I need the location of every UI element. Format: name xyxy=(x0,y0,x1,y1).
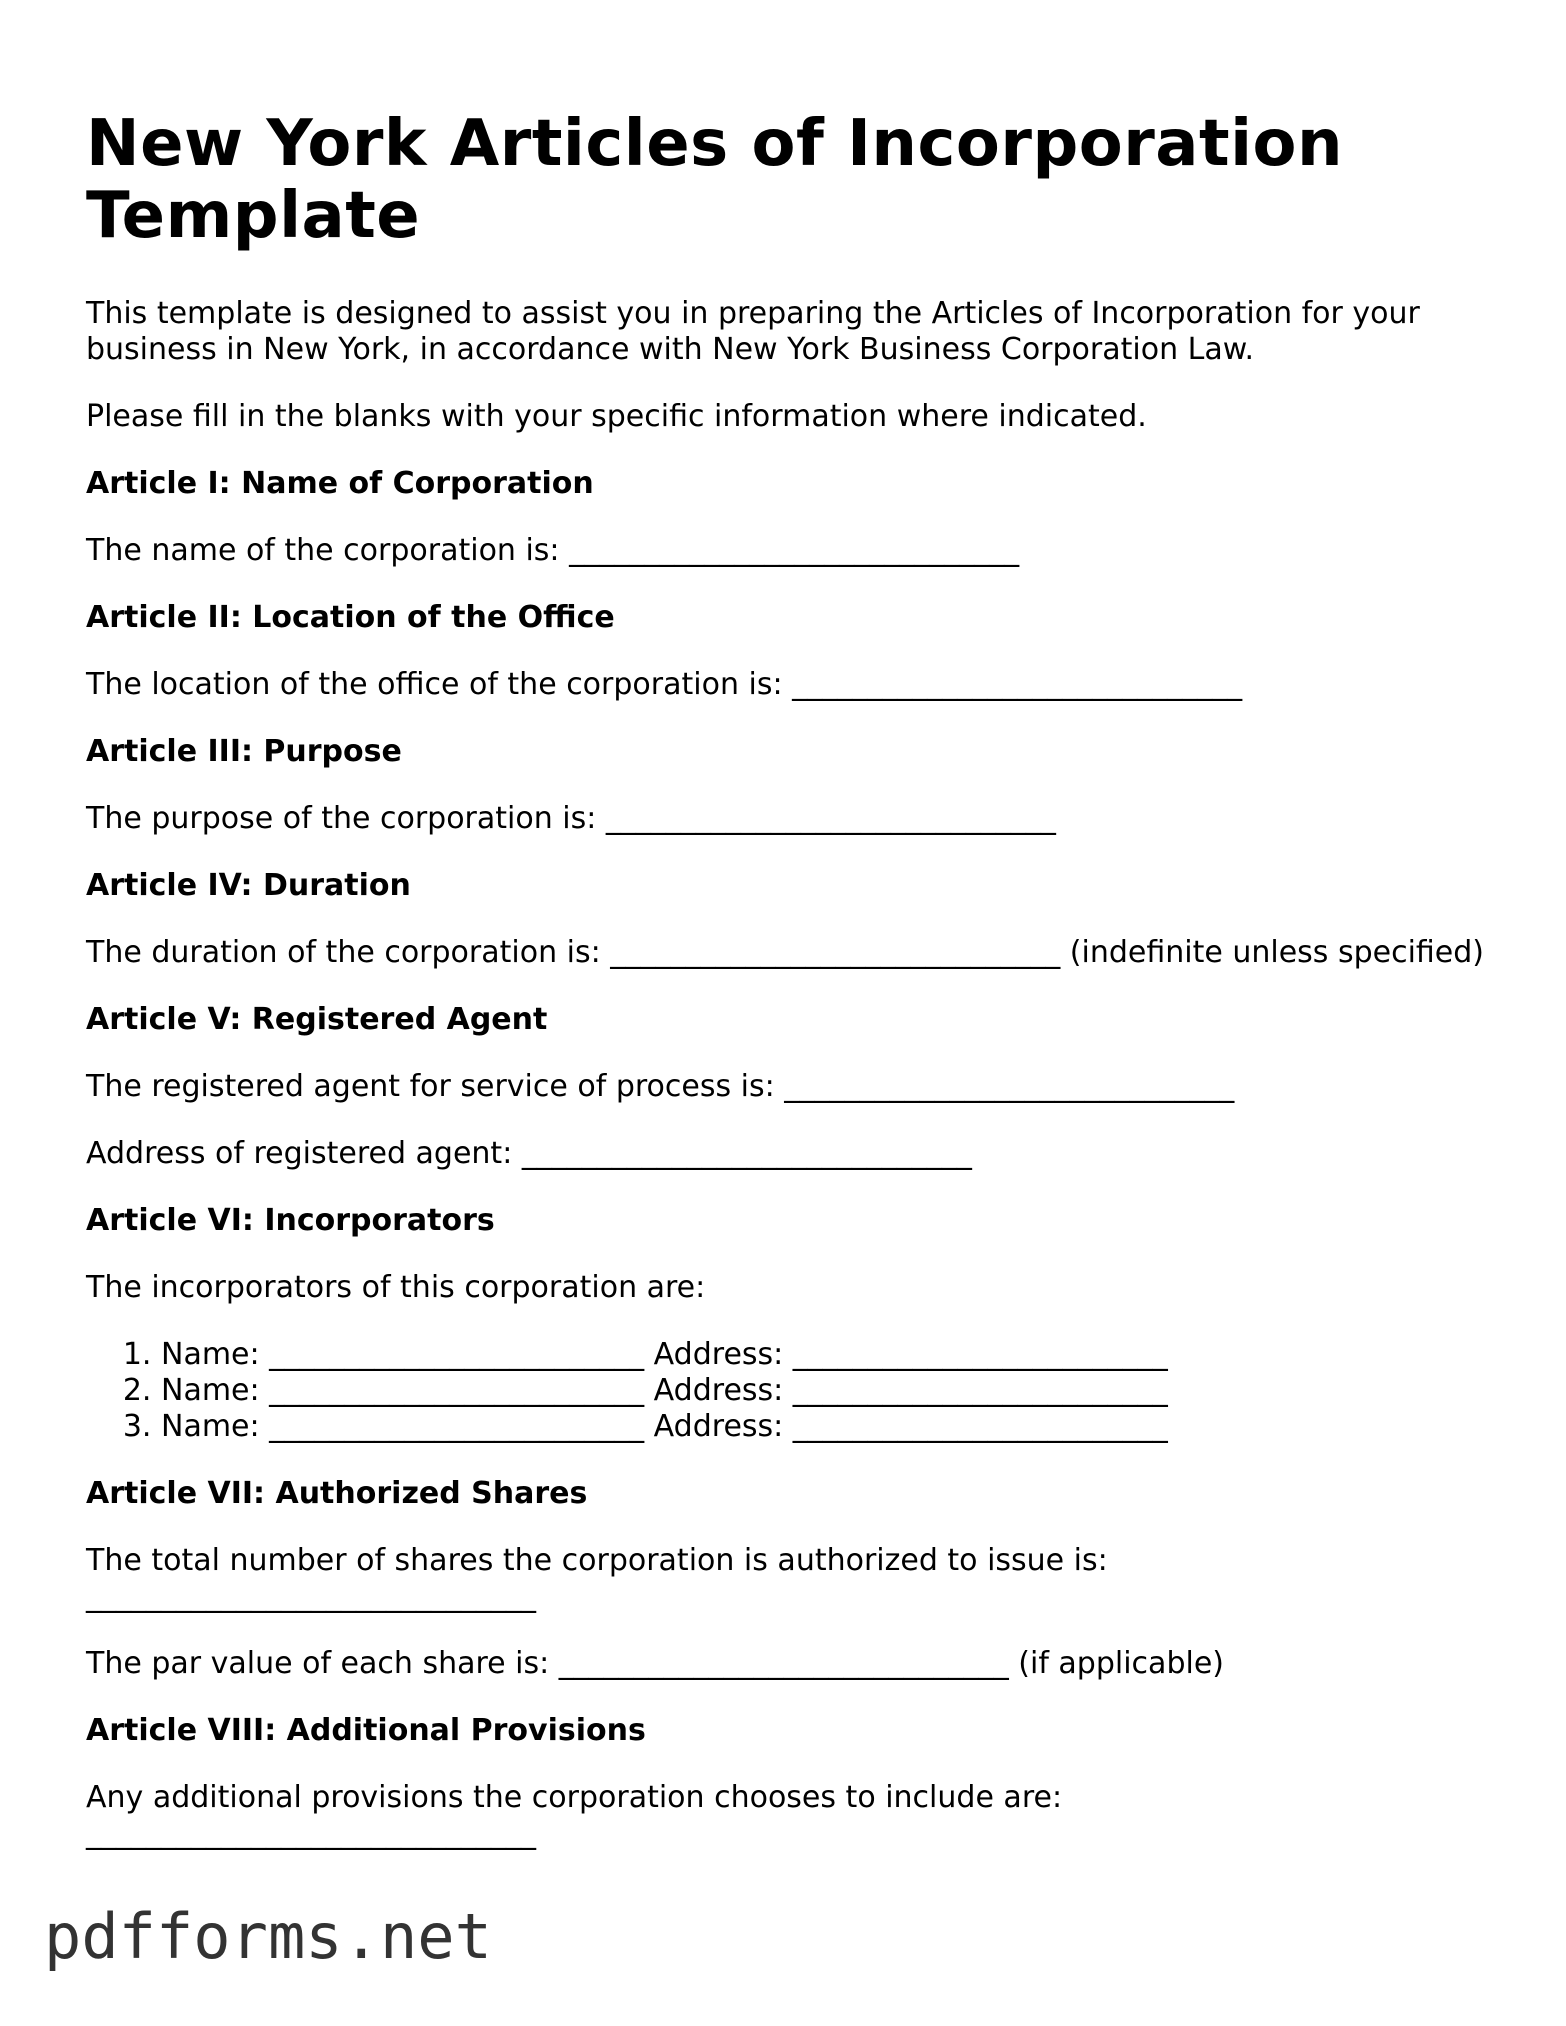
list-item: 1. Name: _________________________ Address: _________________________ xyxy=(161,1337,1486,1373)
list-item: 3. Name: _________________________ Address: _________________________ xyxy=(161,1409,1486,1445)
agent-address-line: Address of registered agent: ______________________________ xyxy=(86,1136,972,1171)
list-item: 2. Name: _________________________ Address: _________________________ xyxy=(161,1373,1486,1409)
article-8-heading: Article VIII: Additional Provisions xyxy=(86,1713,646,1748)
instructions-paragraph: Please fill in the blanks with your specific information where indicated. xyxy=(86,399,1147,434)
corporation-name-line: The name of the corporation is: ______________________________ xyxy=(86,533,1020,568)
registered-agent-line: The registered agent for service of process is: ______________________________ xyxy=(86,1069,1235,1104)
intro-paragraph: This template is designed to assist you in preparing the Articles of Incorporation for your business in New York, in accordance with New York Business Corporation Law. xyxy=(86,296,1420,367)
article-6-heading: Article VI: Incorporators xyxy=(86,1203,495,1238)
document-title: New York Articles of Incorporation Template xyxy=(86,107,1344,253)
article-4-heading: Article IV: Duration xyxy=(86,868,411,903)
article-3-heading: Article III: Purpose xyxy=(86,734,402,769)
article-1-heading: Article I: Name of Corporation xyxy=(86,466,594,501)
purpose-line: The purpose of the corporation is: ______________________________ xyxy=(86,801,1056,836)
authorized-shares-line: The total number of shares the corporation is authorized to issue is: ______________________________ xyxy=(86,1543,1108,1614)
additional-provisions-line: Any additional provisions the corporation chooses to include are: ______________________________ xyxy=(86,1780,1063,1851)
document-page xyxy=(86,108,1486,1883)
office-location-line: The location of the office of the corporation is: ______________________________ xyxy=(86,667,1243,702)
watermark: pdfforms.net xyxy=(44,1900,492,1973)
incorporators-list xyxy=(86,1337,1486,1445)
par-value-line: The par value of each share is: ______________________________ (if applicable) xyxy=(86,1646,1224,1681)
article-2-heading: Article II: Location of the Office xyxy=(86,600,615,635)
article-5-heading: Article V: Registered Agent xyxy=(86,1002,548,1037)
incorporators-intro-line: The incorporators of this corporation are: xyxy=(86,1270,706,1305)
article-7-heading: Article VII: Authorized Shares xyxy=(86,1476,588,1511)
duration-line: The duration of the corporation is: ______________________________ (indefinite unless specified) xyxy=(86,935,1485,970)
